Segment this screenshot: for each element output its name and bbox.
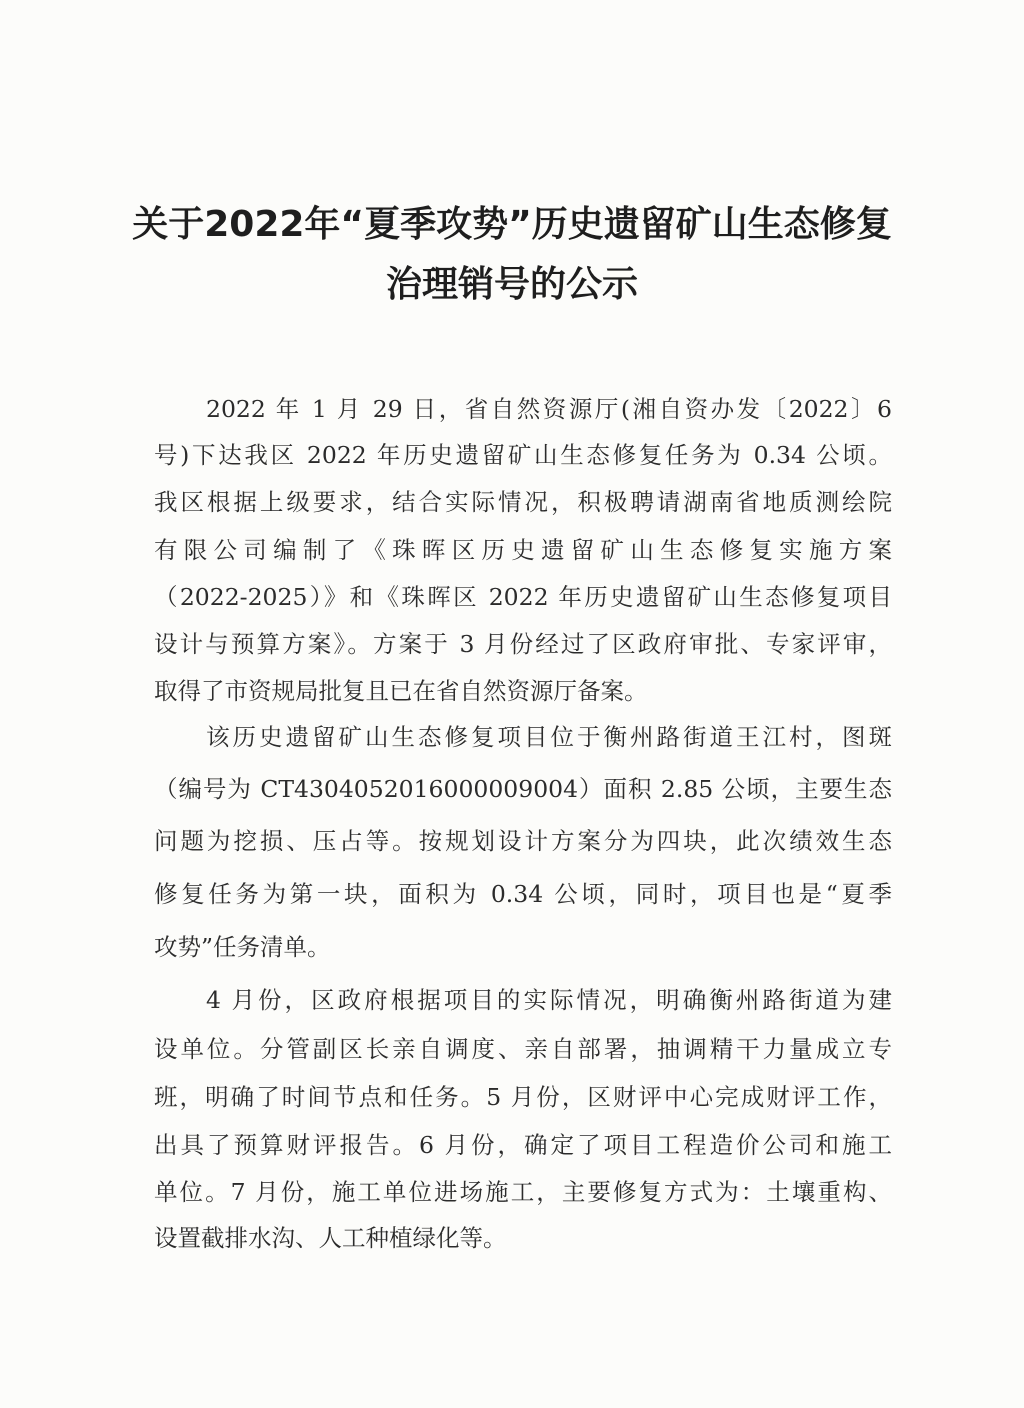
paragraph-1-line: 2022 年 1 月 29 日，省自然资源厅(湘自资办发〔2022〕6: [206, 395, 892, 423]
paragraph-3-line: 设置截排水沟、人工种植绿化等。: [154, 1224, 507, 1252]
paragraph-1-line: 我区根据上级要求，结合实际情况，积极聘请湖南省地质测绘院: [154, 488, 892, 516]
paragraph-2-line: 问题为挖损、压占等。按规划设计方案分为四块，此次绩效生态: [154, 827, 892, 855]
paragraph-3-line: 设单位。分管副区长亲自调度、亲自部署，抽调精干力量成立专: [154, 1035, 892, 1063]
paragraph-3-line: 出具了预算财评报告。6 月份，确定了项目工程造价公司和施工: [154, 1131, 892, 1159]
paragraph-1-line: 取得了市资规局批复且已在省自然资源厅备案。: [154, 677, 648, 705]
paragraph-2-line: 攻势”任务清单。: [154, 933, 331, 961]
paragraph-3-line: 班，明确了时间节点和任务。5 月份，区财评中心完成财评工作，: [154, 1083, 892, 1111]
paragraph-3-line: 单位。7 月份，施工单位进场施工，主要修复方式为：土壤重构、: [154, 1178, 892, 1206]
paragraph-3-line: 4 月份，区政府根据项目的实际情况，明确衡州路街道为建: [206, 986, 892, 1014]
document-title-line-2: 治理销号的公示: [385, 264, 638, 305]
paragraph-1-line: 号)下达我区 2022 年历史遗留矿山生态修复任务为 0.34 公顷。: [154, 441, 892, 469]
paragraph-1-line: （2022-2025）》和《珠晖区 2022 年历史遗留矿山生态修复项目: [154, 583, 892, 611]
paragraph-2-line: 修复任务为第一块，面积为 0.34 公顷，同时，项目也是“夏季: [154, 880, 892, 908]
paragraph-1-line: 有限公司编制了《珠晖区历史遗留矿山生态修复实施方案: [154, 536, 892, 564]
paragraph-1-line: 设计与预算方案》。方案于 3 月份经过了区政府审批、专家评审，: [154, 630, 892, 658]
paragraph-2-line: 该历史遗留矿山生态修复项目位于衡州路街道王江村，图斑: [206, 723, 892, 751]
document-title-line-1: 关于2022年“夏季攻势”历史遗留矿山生态修复: [132, 204, 892, 245]
paragraph-2-line: （编号为 CT4304052016000009004）面积 2.85 公顷，主要生态: [154, 775, 892, 803]
